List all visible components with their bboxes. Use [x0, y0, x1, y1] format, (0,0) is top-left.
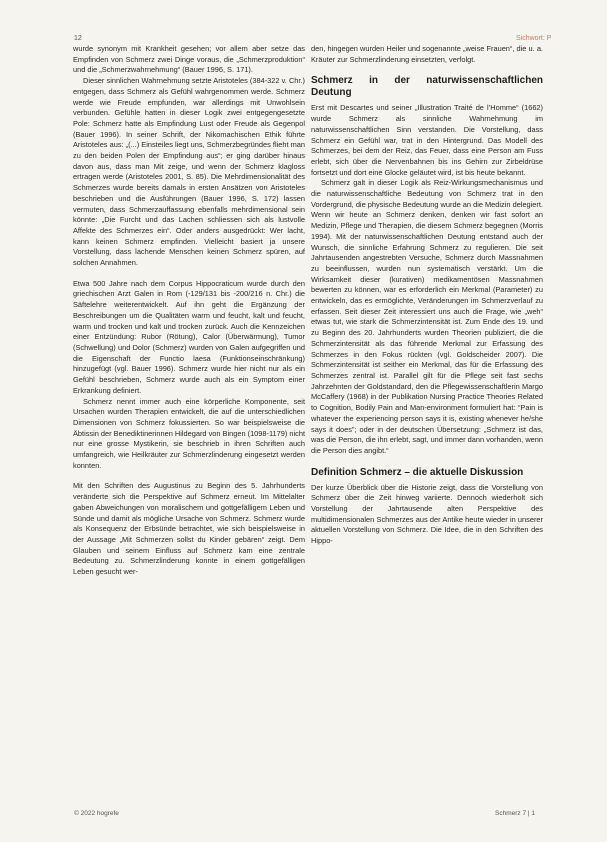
footer-journal: Schmerz 7 | 1	[495, 810, 535, 817]
footer-copyright: © 2022 hogrefe	[74, 810, 119, 817]
paragraph: Schmerz galt in dieser Logik als Reiz-Wirkungsmechanismus und die naturwissenschaftliche Bedeutung von Schmerz trat in den Vordergrund, die physische Bedeutung wurde an die Medizin delegiert. Wenn wir heute an Schmerz denken, denken wir fast sofort an Medizin, Pflege und Therapien, die diesem Schmerz begegnen (Morris 1994). Mit der naturwissenschaftlichen Deutung entstand auch der Wunsch, die sinnliche Erfahrung Schmerz zu regulieren. Die seit Jahrtausenden angestrebten Versuche, Schmerz durch Massnahmen zu beeinflussen, wurden nun systematisch verstärkt. Um die Wirksamkeit dieser (kurativen) medikamentösen Massnahmen bewerten zu können, war es erforderlich ein Merkmal (Parameter) zu entwickeln, das es ermöglichte, Veränderungen im Schmerzverlauf zu erfassen. Seit dieser Zeit interessiert uns auch die Frage, wie „weh“ etwas tut, wie stark die Schmerzintensität ist. Zum Ende des 19. und zu Beginn des 20. Jahrhunderts wurden Theorien publiziert, die die Schmerzintensität als das führende Merkmal zur Erfassung des Schmerzes in den Fokus rückten (vgl. Goldscheider 2007). Die Schmerzintensität ist seither ein Merkmal, das für die Erfassung des Schmerzes zentral ist. Parallel gilt für die Pflege seit fast sechs Jahrzehnten der Goldstandard, den die Pflegewissenschaftlerin Margo McCaffery (1968) in der Publikation Nursing Practice Theories Related to Cognition, Bodily Pain and Man-environment formuliert hat: “Pain is whatever the experiencing person says it is, existing whenever he/she says it does”; oder in der deutschen Übersetzung: „Schmerz ist das, was die Person, die ihn erlebt, sagt, und immer dann vorhanden, wenn die Person dies angibt.“	[311, 178, 543, 455]
section-heading: Definition Schmerz – die aktuelle Diskussion	[311, 466, 524, 478]
paragraph: Der kurze Überblick über die Historie zeigt, dass die Vorstellung von Schmerz über die Zeit hinweg variierte. Dennoch wiederholt sich Vorstellung der Jahrtausende alten Perspektive des multidimensionalen Schmerzes aus der Antike heute wieder in unserer aktuellen Vorstellung von Schmerz. Die Idee, die in den Schriften des Hippo-	[311, 482, 543, 546]
paragraph: den, hingegen wurden Heiler und sogenannte „weise Frauen“, die u. a. Kräuter zur Schmerzlinderung einsetzten, verfolgt.	[311, 44, 543, 64]
right-column	[311, 44, 543, 547]
paragraph: Mit den Schriften des Augustinus zu Beginn des 5. Jahrhunderts veränderte sich die Perspektive auf Schmerz erneut. Im Mittelalter gaben Abweichungen von moralischem und gottgefälligem Leben und Sünde und damit als mögliche Ursache von Schmerz. Schmerz wurde als Konsequenz der Erbsünde betrachtet, wie sich beispielsweise in der Aussage „Mit Schmerzen sollst du Kinder gebären“ zeigt. Dem Glauben und seinem Einfluss auf Schmerz kam eine zentrale Bedeutung zu. Schmerzlinderung konnte in einem gottgefälligen Leben gesucht wer-	[73, 481, 305, 577]
paragraph: Etwa 500 Jahre nach dem Corpus Hippocraticum wurde durch den griechischen Arzt Galen in Rom (-129/131 bis -200/216 n. Chr.) die Säftelehre weiterentwickelt. Auf ihn geht die Ergänzung der Beschreibungen um die Qualitäten warm und feucht, kalt und feucht, warm und trocken und kalt und trocken zurück. Auch die Kennzeichen einer Entzündung: Rubor (Rötung), Calor (Überwärmung), Tumor (Schwellung) und Dolor (Schmerz) wurden von Galen aufgegriffen und die Eigenschaft der Functio laesa (Funktionseinschränkung) hinzugefügt (vgl. Bauer 1996). Schmerz wurde hier nicht nur als ein Gefühl beschrieben, Schmerz wurde auch als ein Symptom einer Erkrankung definiert.	[73, 278, 305, 395]
section-heading: Schmerz in der naturwissenschaftlichen Deutung	[311, 75, 543, 99]
left-column	[73, 44, 305, 578]
running-header: Sichwort: P	[516, 35, 552, 42]
paragraph: Dieser sinnlichen Wahrnehmung setzte Aristoteles (384-322 v. Chr.) entgegen, dass Schmerz als Gefühl wahrgenommen werde. Schmerz werde wie Freude empfunden, war allerdings mit Unwohlsein verbunden. Gefühle hatten in dieser Logik zwei entgegengesetzte Pole: Schmerz hatte als Empfindung Lust oder Freude als Gegenpol (Bauer 1996). In seiner Schrift, der Nikomachischen Ethik führte Aristoteles aus: „(...) Einsteiles liegt uns, Schmerzbegründes flieht man zu den beiden Polen der Empfindung aus“; er ging darüber hinaus davon aus, dass man Mit zeige, und wenn der Schmerz klagloss ertragen werde (Aristoteles 2001, S. 85). Die Mehrdimensionalität des Schmerzes wurde bereits damals in ersten Ansätzen von Aristoteles beschrieben und die Ausführungen (Bauer 1996, S. 172) lassen vermuten, dass Schmerzauffassung ebenfalls mehrdimensional sein könnte: „Die Furcht und das Lachen schliessen sich als lustvolle Affekte des Schmerzes ein“. Oder anders ausgedrückt: Wer lacht, kann keinen Schmerz empfinden. Vielleicht basiert ja unsere Vorstellung, dass lachende Menschen keinen Schmerz spüren, auf solchen Annahmen.	[73, 76, 305, 268]
page-number: 12	[74, 35, 82, 42]
paragraph: Schmerz nennt immer auch eine körperliche Komponente, seit Ursachen wurden Therapien entwickelt, die auf die unterschiedlichen Dimensionen von Schmerz fokussierten. So war beispielsweise die Äbtissin der Benediktinerinnen Hildegard von Bingen (1098-1179) nicht nur eine grosse Mystikerin, sie beschrieb in ihren Schriften auch umfangreich, wie Heilkräuter zur Schmerzlinderung eingesetzt werden konnten.	[73, 396, 305, 470]
paragraph: Erst mit Descartes und seiner „Illustration Traité de l’Homme“ (1662) wurde Schmerz als sinnliche Wahrnehmung im naturwissenschaftlichen Sinn verstanden. Die Vorstellung, dass Schmerz ein Gefühl war, trat in den Hintergrund. Das Modell des Schmerzes, bei dem der Reiz, das Feuer, dass eine Person am Fuss erlebt, sich über die Nervenbahnen bis ins Gehirn zur Zirbeldrüse fortsetzt und dort eine Glocke geläutet wird, ist bis heute bekannt.	[311, 103, 543, 177]
paragraph: wurde synonym mit Krankheit gesehen; vor allem aber setze das Empfinden von Schmerz zwei Dinge voraus, die „Schmerzproduktion“ und die „Schmerzwahrnehmung“ (Bauer 1996, S. 171).	[73, 44, 305, 75]
